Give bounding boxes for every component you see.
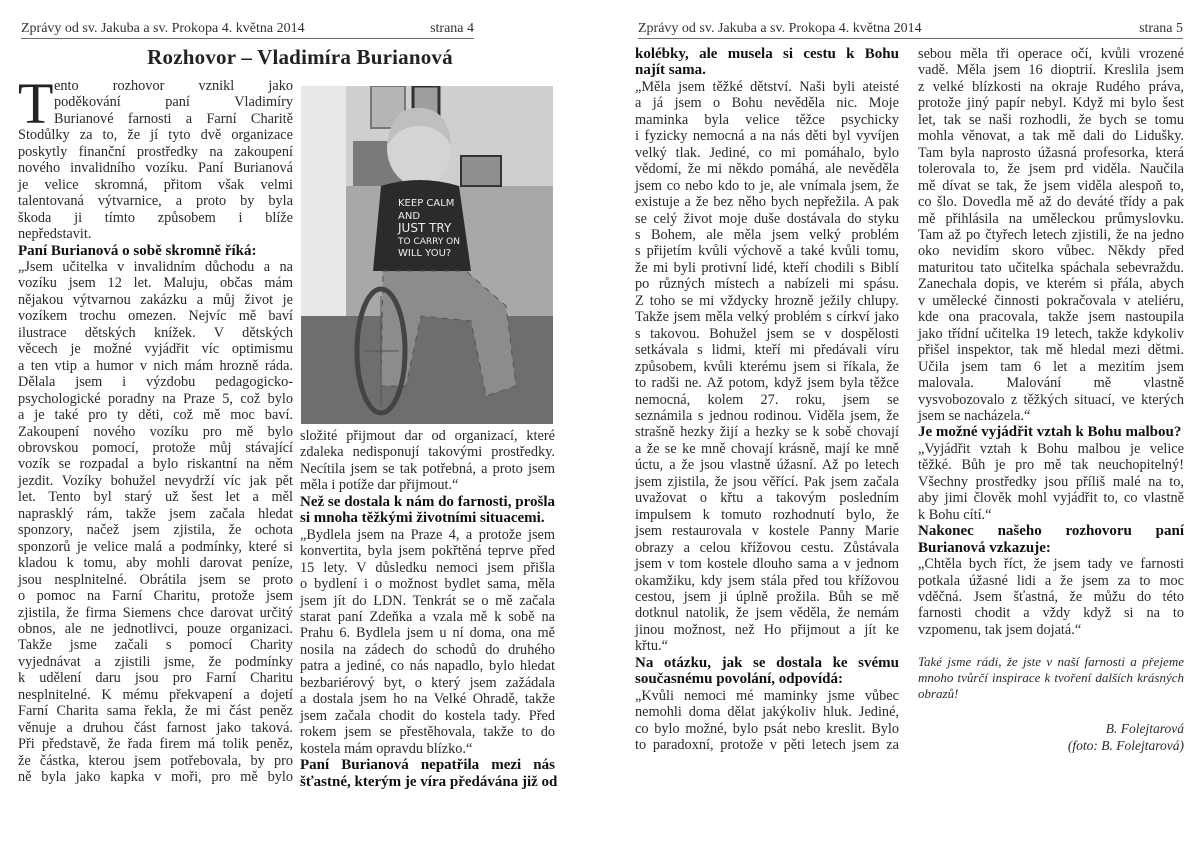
left-column-1 <box>18 71 293 786</box>
closing-line: Také jsme rádi, že jste v naší farnosti a přejeme <box>918 654 1184 670</box>
text-line: nějakou výtvarnou zakázku a můj život je <box>18 291 293 308</box>
quote-text <box>918 441 1184 523</box>
text-line: kladou k tomu, aby mohli darovat peníze, <box>18 555 293 572</box>
text-line: nového invalidního vozíku. Paní Burianová <box>18 160 293 177</box>
portrait-photo <box>301 86 553 424</box>
author-signature: B. Folejtarová <box>1105 721 1184 737</box>
text-line: psychologické poradny na Praze 5, což bylo <box>18 390 293 407</box>
right-column-2 <box>918 46 1184 754</box>
text-line: obrovskou pomocí, protože můj stávající <box>18 439 293 456</box>
text-line: se celý život moje duše dostávala do styku <box>635 210 899 227</box>
text-line: impulsem k tomuto rozhodnutí bylo, že <box>635 506 899 523</box>
text-line: oko nevidím skoro vůbec. Někdy před <box>918 243 1184 260</box>
text-line: současnému povolání, odpovídá: <box>635 671 843 688</box>
text-line: okamžiku, kdy jsem stála před tou křížovou <box>635 572 899 589</box>
text-line: Takže jsme začali s pomocí Charity <box>18 637 293 654</box>
text-line: maturitou tato učitelka spáchala sebevraždu. <box>918 259 1184 276</box>
text-line: setkávala s lidmi, kteří mi předávali víru <box>635 342 899 359</box>
text-line: Učila jsem tam 6 let a mezitím jsem <box>918 358 1184 375</box>
text-line: jezdit. Vozíky bohužel nevydrží víc jak pět <box>18 472 293 489</box>
section-heading <box>300 494 555 527</box>
intro-text <box>18 127 293 242</box>
text-line: a dostala jsem ho na Velké Ohradě, takže <box>300 691 555 708</box>
text-line: vzpomenu, tak jsem dojatá.“ <box>918 621 1082 638</box>
text-line: Z toho se mi vždycky hrozně ježily chlupy. <box>635 292 899 309</box>
text-line: rokem jsem se přestěhovala, takže to do <box>300 724 555 741</box>
text-line: vděčná. Jsem šťastná, že můžu do této <box>918 588 1184 605</box>
closing-wish <box>918 654 1184 702</box>
text-line: velký tlak. Jediné, co mi pomáhalo, bylo <box>635 144 899 161</box>
left-column-2 <box>300 428 558 790</box>
text-line: Burianová vzkazuje: <box>918 539 1051 556</box>
text-line: talentovaná výtvarnice, a proto by byla <box>18 193 293 210</box>
text-line: že částka, kterou jsem potřebovala, by pro <box>18 752 293 769</box>
quote-continuation <box>300 428 555 494</box>
text-line: věnuje a druhou část farnost jako taková. <box>18 719 293 736</box>
wheelchair-photo-illustration <box>301 86 553 424</box>
text-line: jsem jít do LDN. Tenkrát se o mě začala <box>300 592 555 609</box>
text-line: s takovou. Bohužel jsem se v dospělosti <box>635 325 899 342</box>
text-line: k Bohu cítí.“ <box>918 506 992 523</box>
svg-text:KEEP CALM: KEEP CALM <box>398 198 455 209</box>
text-line: strašně hezky žijí a hezky se k sobě chovají <box>635 424 899 441</box>
section-heading <box>918 523 1184 556</box>
text-line: seznámila s jednou rodinou. Viděla jsem, že <box>635 407 899 424</box>
text-line: aby jimi člověk mohl vyjádřit to, co vlastně <box>918 490 1184 507</box>
photo-credit: (foto: B. Folejtarová) <box>1067 738 1184 754</box>
text-line: o pomoc na Farní Charitu, protože jsem <box>18 588 293 605</box>
text-line: „Měla jsem těžké dětství. Naši byli ateisté <box>635 78 899 95</box>
text-line: existuje a že bez něho bych nepřežila. A pak <box>635 194 899 211</box>
text-line: nesplnitelné. K mému překvapení a dojetí <box>18 686 293 703</box>
text-line: zdaleka nedisponují takovými prostředky. <box>300 444 555 461</box>
text-line: starat paní Zdeňka a vzala mě k sobě na <box>300 608 555 625</box>
text-line: kde ona pracovala, takže jsem nastoupila <box>918 309 1184 326</box>
signature-block <box>918 720 1184 754</box>
text-line: let. Tento byl starý už šest let a měl <box>18 489 293 506</box>
text-line: mě přihlásila na uměleckou průmyslovku. <box>918 210 1184 227</box>
text-line: jsem v tom kostele dlouho sama a v jednom <box>635 556 899 573</box>
text-line: dotknul natolik, že jsem věděla, že nemám <box>635 605 899 622</box>
text-line: Než se dostala k nám do farnosti, prošla <box>300 493 555 510</box>
text-line: obrazy a celou křížovou cestu. Zůstávala <box>635 539 899 556</box>
text-line: vozíku jsem 12 let. Maluju, občas mám <box>18 275 293 292</box>
text-line: jsem co nebo kdo to je, ale vnímala jsem, že <box>635 177 899 194</box>
text-line: vadě. Měla jsem 16 dioptrií. Kreslila jsem <box>918 62 1184 79</box>
section-heading <box>635 655 899 688</box>
text-line: cestou, jsem ji úplně prožila. Bůh se mě <box>635 588 899 605</box>
text-line: a že se ke mně chovají krásně, mají ke mně <box>635 440 899 457</box>
text-line: měla i potíže dar přijmout.“ <box>300 477 459 494</box>
text-line: „Kvůli nemoci mé maminky jsme vůbec <box>635 687 899 704</box>
text-line: Takže jsem měla velký problém s církví jako <box>635 309 899 326</box>
section-heading: Je možné vyjádřit vztah k Bohu malbou? <box>918 424 1182 441</box>
text-line: Necítila jsem se tak potřebná, a proto jsem <box>300 460 555 477</box>
text-line: farnosti chodit a vždy když si na to <box>918 605 1184 622</box>
text-line: úctu, a že jsou vlastně úžasní. Až po letech <box>635 457 899 474</box>
article-title: Rozhovor – Vladimíra Burianová <box>147 45 453 69</box>
text-line: Farní Charita sama řekla, že mi část peněz <box>18 703 293 720</box>
svg-text:WILL YOU?: WILL YOU? <box>398 248 452 259</box>
text-line: s přijetím kvůli výchově a také kvůli tomu, <box>635 243 899 260</box>
page-number: strana 4 <box>430 21 474 36</box>
closing-line: mnoho tvůrčí inspirace k tvoření dalších krásných <box>918 670 1184 686</box>
text-line: po různých místech a nabízeli mi spásu. <box>635 276 899 293</box>
newsletter-title: Zprávy od sv. Jakuba a sv. Prokopa 4. května 2014 <box>638 21 922 36</box>
right-column-1 <box>635 46 899 753</box>
svg-text:AND: AND <box>398 211 421 222</box>
text-line: o bydlení i o možnost bydlet sama, měla <box>300 576 555 593</box>
text-line: co šlo. Dovedla mě až do deváté třídy a pak <box>918 194 1184 211</box>
text-line: šťastné, kterým je víra předávána již od <box>300 773 558 790</box>
text-line: a já jsem o Bohu nevěděla nic. Moje <box>635 95 899 112</box>
text-line: v umělecké činnosti pokračovala v ateliéru, <box>918 292 1184 309</box>
text-line: obnos, ale ne jednotlivci, pouze organizaci. <box>18 620 293 637</box>
quote-text <box>300 527 555 757</box>
text-line: nosila na zádech do schodů do druhého <box>300 641 555 658</box>
text-line: jsem restaurovala v kostele Panny Marie <box>635 523 899 540</box>
text-line: zjistila, že firma Siemens chce darovat určitý <box>18 604 293 621</box>
text-line: 15 lety. V důsledku nemoci jsem přišla <box>300 559 555 576</box>
text-line: Při představě, že řada firem má tolik peněz, <box>18 736 293 753</box>
svg-text:JUST TRY: JUST TRY <box>398 221 452 235</box>
quote-continuation <box>918 46 1184 424</box>
text-line: malovala. Malování mě vlastně <box>918 375 1184 392</box>
text-line: poděkování paní Vladimíry <box>54 94 293 111</box>
text-line: protože jiný papír nebyl. Když mi bylo šest <box>918 95 1184 112</box>
quote-text <box>635 688 899 754</box>
text-line: Na otázku, jak se dostala ke svému <box>635 654 899 671</box>
text-line: jako třídní učitelka 19 letech, takže kdykoliv <box>918 325 1184 342</box>
text-line: vozíkem trochu omezen. Nejvíc mě baví <box>18 308 293 325</box>
closing-line: obrazů! <box>918 686 959 702</box>
text-line: přišel inspektor, tak mě hledal mezi dětmi. <box>918 342 1184 359</box>
text-line: potkala úžasné lidi a že jsem za to moc <box>918 572 1184 589</box>
text-line: Zakoupení nového vozíku pro mě bylo <box>18 423 293 440</box>
text-line: způsobem, kvůli kterému jsem si říkala, že <box>635 358 899 375</box>
text-line: jinou možnost, než Ho přijmout a jít ke <box>635 621 899 638</box>
text-line: Dělala jsem i výzdobu pedagogicko- <box>18 374 293 391</box>
text-line: Tam až po čtyřech letech zjistili, že na jedno <box>918 226 1184 243</box>
text-line: a ten vtip a humor v nich mám hrozně ráda. <box>18 357 293 374</box>
text-line: let, tak se naši rozhodli, že bych se tomu <box>918 111 1184 128</box>
text-line: ento rozhovor vznikl jako <box>54 78 293 94</box>
section-heading: Paní Burianová o sobě skromně říká: <box>18 242 257 259</box>
text-line: co bylo možné, bylo psát nebo kreslit. Bylo <box>635 720 899 737</box>
running-head <box>21 20 474 39</box>
text-line: kostela mám opravdu blízko.“ <box>300 740 473 757</box>
quote-text <box>635 79 899 655</box>
text-line: Prahu 6. Bydlela jsem u ní doma, ona mě <box>300 625 555 642</box>
text-line: a je také pro ty děti, což mě moc baví. <box>18 407 293 424</box>
text-line: jsem začala chodit do kostela tady. Před <box>300 707 555 724</box>
text-line: nepředstavit. <box>18 226 92 243</box>
text-line: kolébky, ale musela si cestu k Bohu <box>635 46 899 62</box>
text-line: s Bohem, ale měla jsem velký problém <box>635 226 899 243</box>
text-line: složité přijmout dar od organizací, které <box>300 428 555 444</box>
svg-text:TO CARRY ON: TO CARRY ON <box>398 237 460 247</box>
text-line: mohla věnovat, a tak mě dali do Lidušky. <box>918 128 1184 145</box>
running-head <box>638 20 1183 39</box>
text-line: Nakonec našeho rozhovoru paní <box>918 523 1184 540</box>
text-line: z velké blízkosti na okraje Rudého práva, <box>918 78 1184 95</box>
text-line: „Bydlela jsem na Praze 4, a protože jsem <box>300 526 555 543</box>
text-line: „Chtěla bych říct, že jsem tady ve farnosti <box>918 556 1184 573</box>
text-line: je velice skromná, přitom však velmi <box>18 176 293 193</box>
page-5 <box>600 0 1200 841</box>
text-line: Všechny prostředky jsou příliš malé na to, <box>918 473 1184 490</box>
text-line: jsem se nacházela.“ <box>918 407 1031 424</box>
text-line: Tam byla naprosto úžasná profesorka, která <box>918 144 1184 161</box>
text-line: věcech je možné vyjádřit víc optimismu <box>18 341 293 358</box>
text-line: „Jsem učitelka v invalidním důchodu a na <box>18 258 293 275</box>
text-line: naprasklý rám, takže jsem začala hledat <box>18 505 293 522</box>
text-line: „Vyjádřit vztah k Bohu malbou je velice <box>918 440 1184 457</box>
text-line: sponzorů je velice malá a podmínky, které si <box>18 538 293 555</box>
text-line: mě dívat se tak, že jsem viděla alespoň to, <box>918 177 1184 194</box>
text-line: Zanechala dopis, ve kterém si přála, abych <box>918 276 1184 293</box>
text-line: to radši ne. Až potom, když jsem byla těžce <box>635 375 899 392</box>
text-line: těžké. Bůh je pro mě tak neuchopitelný! <box>918 457 1184 474</box>
drop-cap: T <box>18 71 54 136</box>
newsletter-title: Zprávy od sv. Jakuba a sv. Prokopa 4. května 2014 <box>21 21 305 36</box>
text-line: jsou nesplnitelné. Obrátila jsem se proto <box>18 571 293 588</box>
text-line: vysvobozovalo z těžkých situací, ve kterých <box>918 391 1184 408</box>
section-heading <box>635 46 899 79</box>
text-line: konvertita, byla jsem pokřtěná teprve před <box>300 543 555 560</box>
text-line: najít sama. <box>635 62 706 79</box>
text-line: vyjednávat a zjistili jsme, že podmínky <box>18 653 293 670</box>
text-line: poskytly finanční prostředky na zakoupení <box>18 143 293 160</box>
quote-text <box>18 259 293 786</box>
text-line: že mi byli protivní lidé, kteří chodili s Biblí <box>635 259 899 276</box>
text-line: sebou měla tři operace očí, kvůli vrozené <box>918 46 1184 62</box>
text-line: nemohli doma dělat jakýkoliv hluk. Jediné, <box>635 704 899 721</box>
text-line: patra a jediné, co nás napadlo, bylo hledat <box>300 658 555 675</box>
text-line: Burianové farnosti a Farní Charitě <box>54 110 293 127</box>
quote-text <box>918 556 1184 638</box>
text-line: k udělení daru jsou pro Farní Charitu <box>18 670 293 687</box>
text-line: i fyzicky nemocná a na nás děti byl vyvíjen <box>635 128 899 145</box>
text-line: maminka byla velice těžce psychicky <box>635 111 899 128</box>
text-line: ně byla jako kapka v moři, pro mě bylo <box>18 769 293 786</box>
text-line: škoda ji tímto způsobem i blíže <box>18 209 293 226</box>
text-line: uvažovat o křtu a takovým posledním <box>635 490 899 507</box>
text-line: sponzory, načež jsem zjistila, že ochota <box>18 522 293 539</box>
text-line: bezbariérový byt, o který jsem zažádala <box>300 674 555 691</box>
text-line: si mnoha těžkými životními situacemi. <box>300 510 545 527</box>
page-number: strana 5 <box>1139 21 1183 36</box>
text-line: tolerovala to, že jsem prd viděla. Naučila <box>918 161 1184 178</box>
text-line: jsem zjistila, že jsou věřící. Pak jsem začala <box>635 473 899 490</box>
section-heading <box>300 757 558 790</box>
text-line: Stodůlky za to, že jí tyto dvě organizace <box>18 127 293 144</box>
text-line: Paní Burianová nepatřila mezi nás <box>300 757 555 774</box>
text-line: vědomí, že mi někdo pomáhá, ale nevěděla <box>635 161 899 178</box>
text-line: vozík se rozpadal a bylo riskantní na něm <box>18 456 293 473</box>
text-line: ilustrace dětských knížek. V dětských <box>18 324 293 341</box>
text-line: to paradoxní, protože v pěti letech jsem za <box>635 737 899 754</box>
text-line: křtu.“ <box>635 638 668 655</box>
text-line: nemocná, kolem 27. roku, jsem se <box>635 391 899 408</box>
